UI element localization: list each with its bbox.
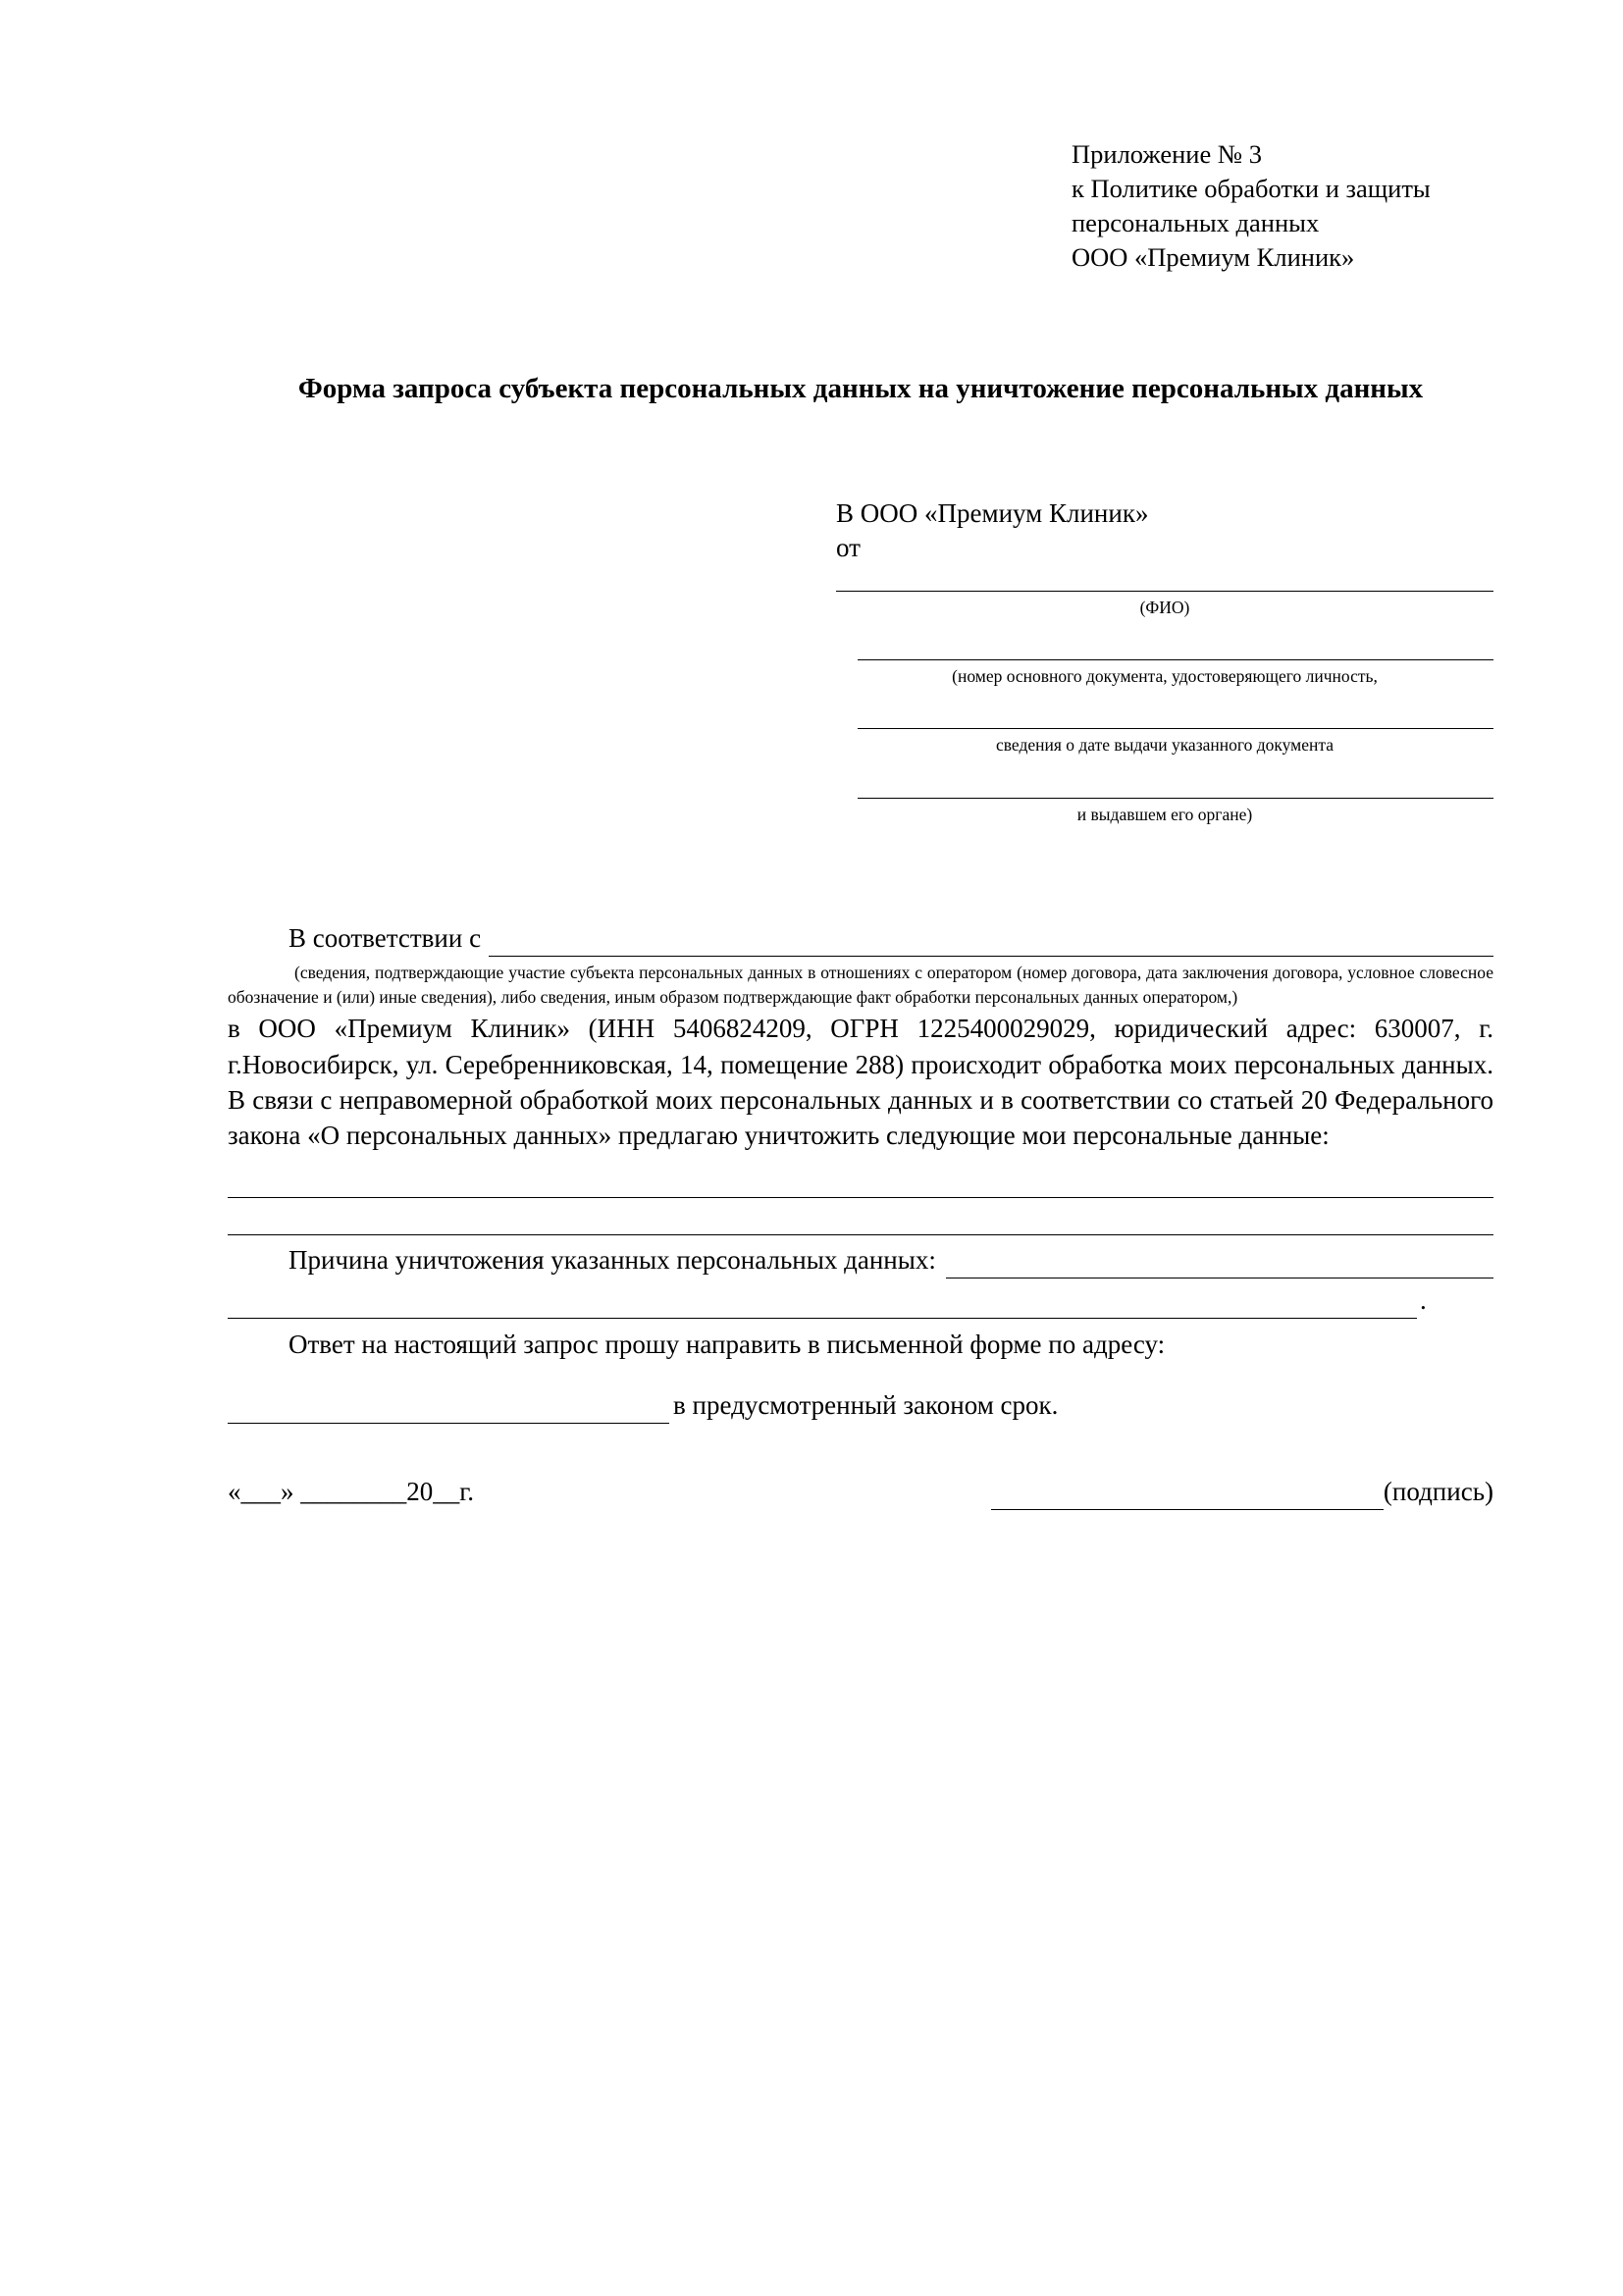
- fullname-caption: (ФИО): [1139, 597, 1190, 617]
- page-title: Форма запроса субъекта персональных данных на уничтожение персональных данных: [297, 372, 1424, 404]
- document-content: [228, 137, 1493, 1510]
- reason-field-2[interactable]: [228, 1293, 1417, 1319]
- reason-row: [228, 1243, 1493, 1278]
- address-field[interactable]: [228, 1398, 669, 1424]
- appendix-line-2: к Политике обработки и защиты: [1072, 173, 1431, 203]
- answer-paragraph: Ответ на настоящий запрос прошу направить в письменной форме по адресу:: [288, 1329, 1166, 1359]
- reason-field-1[interactable]: [946, 1253, 1493, 1278]
- appendix-line-3: персональных данных: [1072, 207, 1320, 237]
- appendix-line-4: ООО «Премиум Клиник»: [1072, 241, 1355, 272]
- addressee-block: [836, 498, 1493, 827]
- data-list-line-1[interactable]: [228, 1164, 1493, 1198]
- appendix-header: [1072, 137, 1493, 275]
- document-number-caption: (номер основного документа, удостоверяющего личность,: [952, 666, 1378, 687]
- reason-label: Причина уничтожения указанных персональных данных:: [288, 1244, 936, 1275]
- reason-row-2: [228, 1283, 1493, 1319]
- accordance-label: В соответствии с: [288, 922, 482, 953]
- term-text: в предусмотренный законом срок.: [673, 1389, 1059, 1420]
- document-body: [228, 921, 1493, 1510]
- document-issuer-field[interactable]: [858, 772, 1493, 799]
- address-row: [228, 1388, 1493, 1424]
- main-paragraph: в ООО «Премиум Клиник» (ИНН 5406824209, ОГРН 1225400029029, юридический адрес: 630007, г. г.Новосибирск, ул. Серебренниковская, 14, помещение 288) происходит обработка моих персональных данных. В связи с неправомерной обработкой моих персональных данных и в соответствии со статьей 20 Федерального закона «О персональных данных» предлагаю уничтожить следующие мои персональные данные:: [228, 1014, 1493, 1151]
- signature-row: [228, 1475, 1493, 1510]
- signature-field[interactable]: [991, 1485, 1384, 1510]
- document-date-caption: сведения о дате выдачи указанного документа: [995, 735, 1334, 756]
- fullname-field[interactable]: [836, 565, 1493, 592]
- document-date-field[interactable]: [858, 703, 1493, 729]
- accordance-note-text: (сведения, подтверждающие участие субъекта персональных данных в отношениях с оператором (номер договора, дата заключения договора, условное словесное обозначение и (или) иные сведения), либо сведения, иным образом подтверждающие факт обработки персональных данных оператором,): [228, 962, 1493, 1007]
- date-field[interactable]: «___» ________20__г.: [228, 1476, 475, 1506]
- reason-period: .: [1420, 1284, 1427, 1315]
- addressee-from-label: от: [836, 532, 861, 562]
- data-list-line-2[interactable]: [228, 1204, 1493, 1235]
- accordance-row: [228, 921, 1493, 957]
- addressee-organization: В ООО «Премиум Клиник»: [836, 497, 1149, 528]
- accordance-field[interactable]: [489, 931, 1493, 957]
- appendix-line-1: Приложение № 3: [1072, 139, 1263, 169]
- accordance-note: [228, 961, 1493, 1010]
- document-issuer-caption: и выдавшем его органе): [1076, 804, 1253, 824]
- signature-label: (подпись): [1383, 1476, 1493, 1506]
- document-number-field[interactable]: [858, 634, 1493, 660]
